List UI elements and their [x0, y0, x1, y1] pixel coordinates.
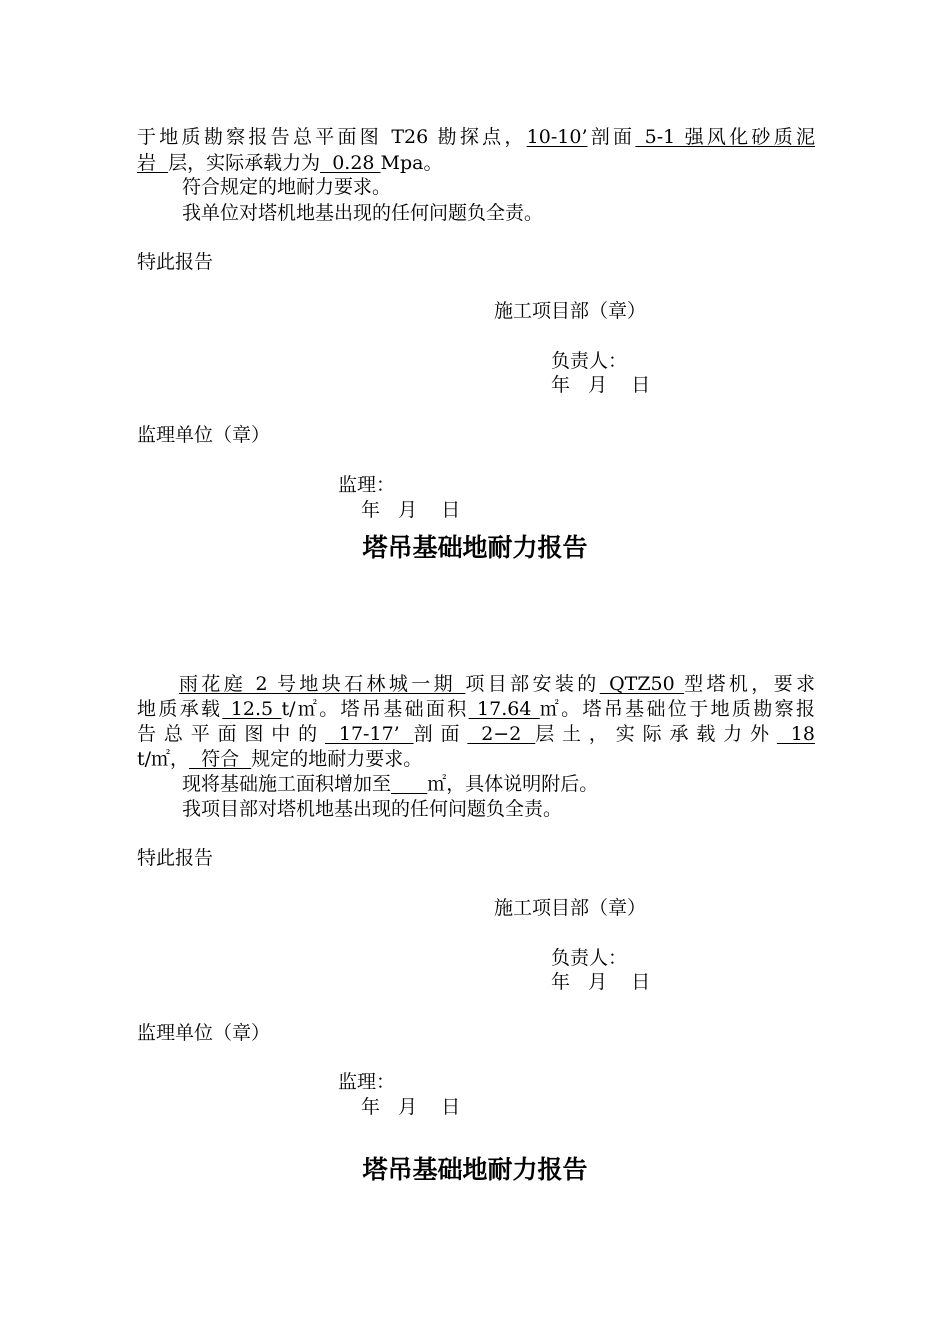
area-blank: [391, 773, 427, 795]
s2-para-line1: 雨花庭 2 号地块石林城一期 项目部安装的 QTZ50 型塔机，要求: [179, 673, 815, 695]
s1-supervisor: 监理：: [338, 474, 396, 496]
report-title-1: 塔吊基础地耐力报告: [362, 533, 588, 562]
s2-supervisor-unit: 监理单位（章）: [137, 1022, 271, 1044]
s1-report: 特此报告: [137, 251, 214, 273]
s1-line2: 岩 层，实际承载力为 0.28 Mpa。: [137, 152, 443, 174]
s1-line4: 我单位对塔机地基出现的任何问题负全责。: [182, 202, 544, 224]
s1-dept-seal: 施工项目部（章）: [494, 300, 647, 322]
s2-supervisor: 监理：: [338, 1071, 396, 1093]
s2-date2: 年 月 日: [361, 1096, 461, 1118]
report-title-2: 塔吊基础地耐力报告: [362, 1155, 588, 1184]
s2-para-line3: 告总平面图中的 17-17’ 剖面 2−2 层土，实际承载力外 18: [137, 723, 815, 745]
s1-line1: 于地质勘察报告总平面图 T26 勘探点，10-10’剖面 5-1 强风化砂质泥: [137, 126, 815, 148]
s2-dept-seal: 施工项目部（章）: [494, 897, 647, 919]
s2-report: 特此报告: [137, 847, 214, 869]
s1-date1: 年 月 日: [551, 374, 651, 396]
s1-date2: 年 月 日: [361, 499, 461, 521]
s2-para-line2: 地质承载 12.5 t/㎡。塔吊基础面积 17.64 ㎡。塔吊基础位于地质勘察报: [137, 698, 815, 720]
s2-para-line4: t/㎡， 符合 规定的地耐力要求。: [137, 748, 423, 770]
s1-line3: 符合规定的地耐力要求。: [182, 176, 392, 198]
s2-responsibility: 我项目部对塔机地基出现的任何问题负全责。: [182, 798, 563, 820]
s2-date1: 年 月 日: [551, 971, 651, 993]
s2-area-increase: 现将基础施工面积增加至 ㎡，具体说明附后。: [182, 773, 599, 795]
s1-supervisor-unit: 监理单位（章）: [137, 424, 271, 446]
s2-leader: 负责人：: [551, 947, 628, 969]
s1-leader: 负责人：: [551, 350, 628, 372]
